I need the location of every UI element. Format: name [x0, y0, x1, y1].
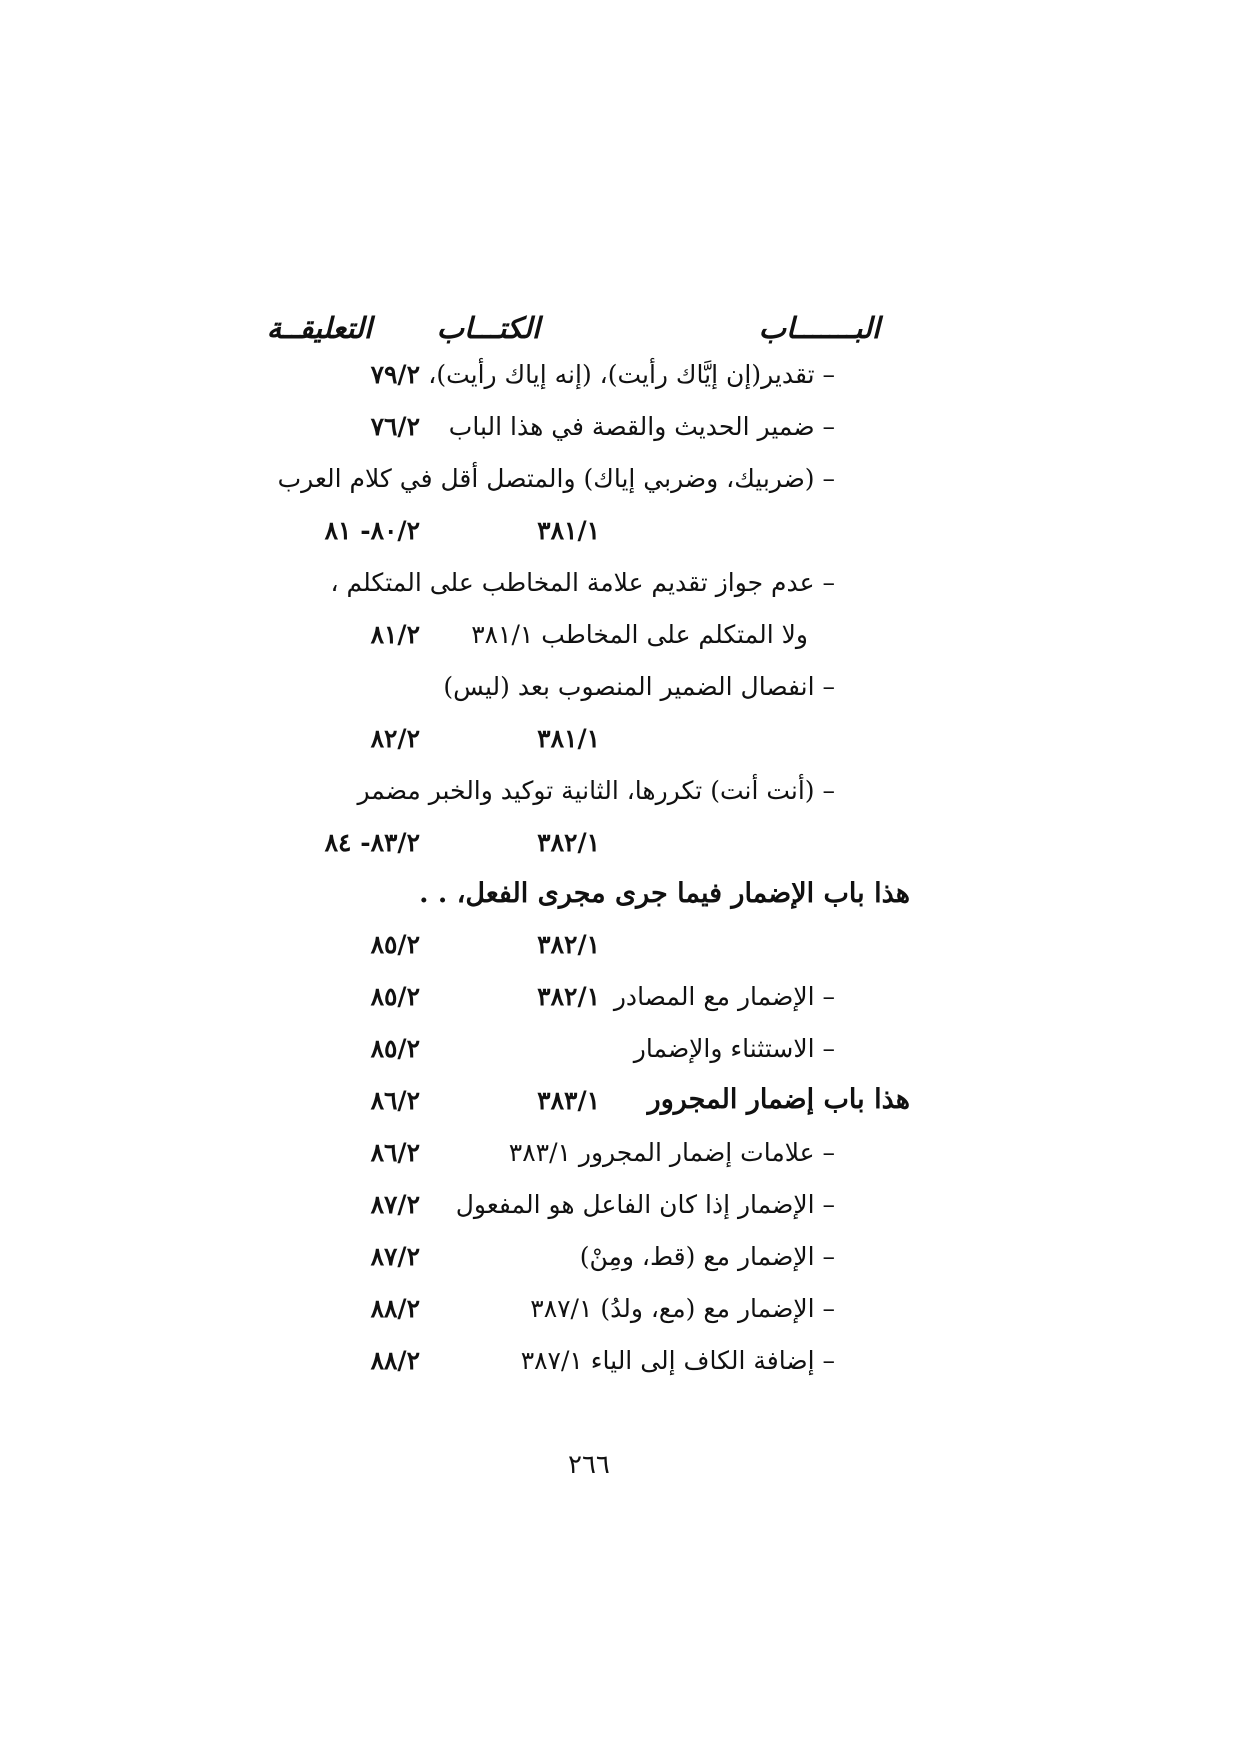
- entry-taliqa: ٨٥/٢: [370, 982, 420, 1011]
- entry-text: – (ضربيك، وضربي إياك) والمتصل أقل في كلام العرب: [277, 464, 835, 493]
- entry-text: – الإضمار مع المصادر: [613, 982, 835, 1011]
- section-heading: هذا باب الإضمار فيما جرى مجرى الفعل، . .: [419, 878, 910, 909]
- entry-text: – انفصال الضمير المنصوب بعد (ليس): [443, 672, 835, 701]
- section-heading: هذا باب إضمار المجرور: [647, 1084, 910, 1115]
- entry-taliqa: ٨٢/٢: [370, 724, 420, 753]
- entry-text: – علامات إضمار المجرور ٣٨٣/١: [508, 1138, 835, 1167]
- entry-kitab: ٣٨٢/١: [537, 930, 600, 959]
- entry-text: – تقدير(إن إيَّاك رأيت)، (إنه إياك رأيت)،: [428, 360, 835, 389]
- entry-taliqa: ٨٥/٢: [370, 930, 420, 959]
- entry-text: – ضمير الحديث والقصة في هذا الباب: [448, 412, 835, 441]
- entry-taliqa: ٧٩/٢: [370, 360, 420, 389]
- entry-taliqa: ٨٦/٢: [370, 1086, 420, 1115]
- entry-kitab: ٣٨١/١: [537, 724, 600, 753]
- entry-kitab: ٣٨١/١: [537, 516, 600, 545]
- entry-text: – الإضمار إذا كان الفاعل هو المفعول: [455, 1190, 835, 1219]
- entry-taliqa: ٨١/٢: [370, 620, 420, 649]
- entry-taliqa: ٨٨/٢: [370, 1346, 420, 1375]
- entry-taliqa: ٨٠/٢- ٨١: [324, 516, 420, 545]
- page-number: ٢٦٦: [568, 1450, 610, 1480]
- header-kitab: الكتـــاب: [436, 311, 540, 345]
- entry-taliqa: ٨٨/٢: [370, 1294, 420, 1323]
- header-bab: البـــــــاب: [758, 311, 880, 345]
- entry-kitab: ٣٨٢/١: [537, 828, 600, 857]
- entry-taliqa: ٨٧/٢: [370, 1190, 420, 1219]
- entry-taliqa: ٨٧/٢: [370, 1242, 420, 1271]
- entry-text: – الاستثناء والإضمار: [633, 1034, 835, 1063]
- entry-text: ولا المتكلم على المخاطب ٣٨١/١: [471, 620, 808, 649]
- entry-taliqa: ٧٦/٢: [370, 412, 420, 441]
- entry-taliqa: ٨٥/٢: [370, 1034, 420, 1063]
- entry-kitab: ٣٨٢/١: [537, 982, 600, 1011]
- header-taliqa: التعليقــة: [266, 311, 372, 345]
- entry-text: – عدم جواز تقديم علامة المخاطب على المتكلم ،: [330, 568, 835, 597]
- entry-text: – إضافة الكاف إلى الياء ٣٨٧/١: [520, 1346, 835, 1375]
- entry-kitab: ٣٨٣/١: [537, 1086, 600, 1115]
- entry-text: – الإضمار مع (قط، ومِنْ): [579, 1242, 835, 1271]
- entry-text: – الإضمار مع (مع، ولدُ) ٣٨٧/١: [530, 1294, 835, 1323]
- entry-text: – (أنت أنت) تكررها، الثانية توكيد والخبر مضمر: [357, 776, 835, 805]
- entry-taliqa: ٨٣/٢- ٨٤: [324, 828, 420, 857]
- entry-taliqa: ٨٦/٢: [370, 1138, 420, 1167]
